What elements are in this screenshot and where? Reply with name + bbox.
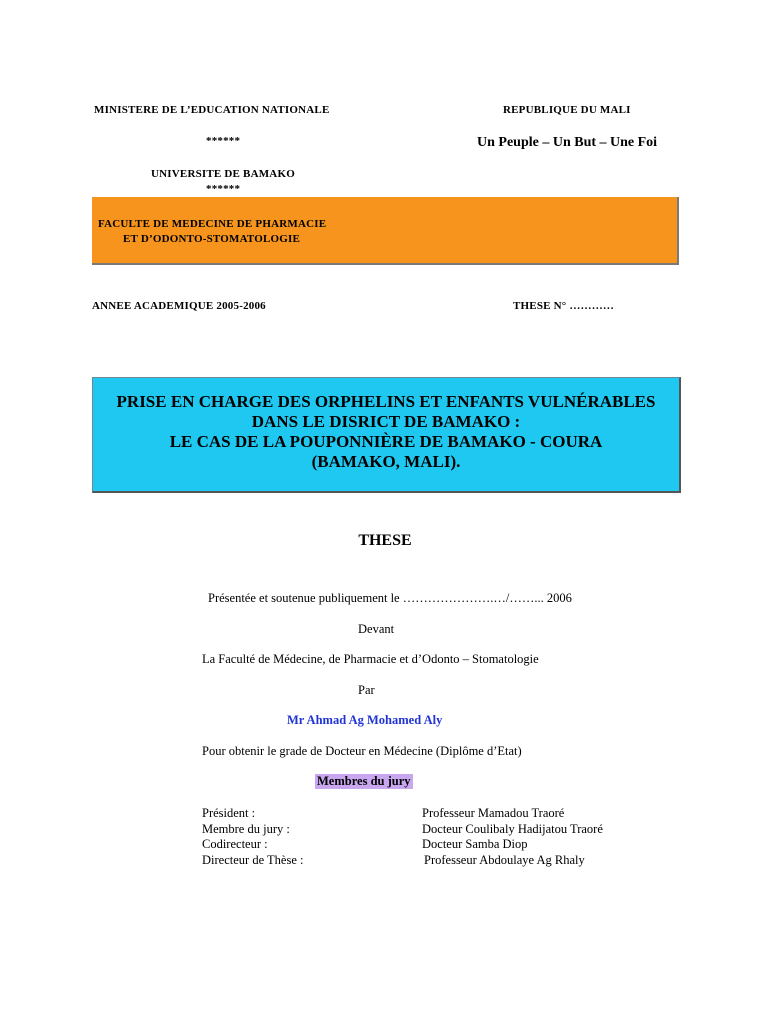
author-name: Mr Ahmad Ag Mohamed Aly [287, 713, 443, 727]
document-heading: THESE [358, 532, 412, 549]
faculty-name-line2: ET D’ODONTO-STOMATOLOGIE [123, 233, 301, 245]
ministry-name: MINISTERE DE L’EDUCATION NATIONALE [94, 104, 330, 116]
thesis-number: THESE N° ………… [513, 300, 615, 312]
separator-stars: ****** [206, 183, 241, 195]
jury-role: Directeur de Thèse : [202, 853, 304, 867]
faculty-name-line1: FACULTE DE MEDECINE DE PHARMACIE [98, 218, 327, 230]
thesis-title-line4: (BAMAKO, MALI). [311, 452, 461, 471]
separator-stars: ****** [206, 135, 241, 147]
academic-year: ANNEE ACADEMIQUE 2005-2006 [92, 300, 266, 312]
university-name: UNIVERSITE DE BAMAKO [151, 168, 295, 180]
jury-role: Codirecteur : [202, 837, 268, 851]
jury-role: Président : [202, 806, 256, 820]
par-text: Par [358, 683, 375, 697]
jury-role: Membre du jury : [202, 822, 290, 836]
jury-member: Docteur Coulibaly Hadijatou Traoré [422, 822, 603, 836]
thesis-title-line2: DANS LE DISRICT DE BAMAKO : [251, 412, 521, 431]
republic-name: REPUBLIQUE DU MALI [503, 104, 631, 116]
jury-member: Professeur Mamadou Traoré [422, 806, 565, 820]
degree-purpose: Pour obtenir le grade de Docteur en Médecine (Diplôme d’Etat) [202, 744, 522, 758]
thesis-title-line3: LE CAS DE LA POUPONNIÈRE DE BAMAKO - COURA [169, 432, 603, 451]
faculty-banner [92, 197, 679, 265]
devant-text: Devant [358, 622, 395, 636]
jury-member: Professeur Abdoulaye Ag Rhaly [424, 853, 585, 867]
faculty-full-name: La Faculté de Médecine, de Pharmacie et d’Odonto – Stomatologie [202, 652, 539, 666]
national-motto: Un Peuple – Un But – Une Foi [477, 135, 658, 150]
jury-member: Docteur Samba Diop [422, 837, 528, 851]
thesis-title-banner [92, 377, 681, 493]
defense-date-line: Présentée et soutenue publiquement le ………………….…/……... 2006 [208, 591, 572, 605]
thesis-title-line1: PRISE EN CHARGE DES ORPHELINS ET ENFANTS VULNÉRABLES [116, 392, 656, 411]
jury-heading: Membres du jury [317, 774, 411, 788]
